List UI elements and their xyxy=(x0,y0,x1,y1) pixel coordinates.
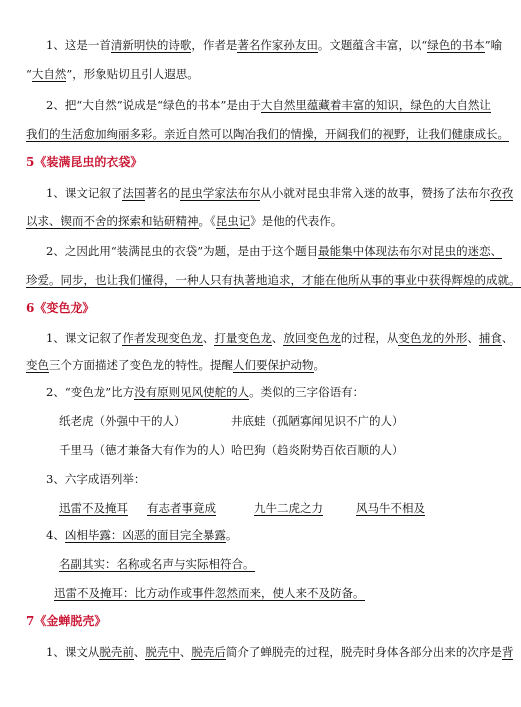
underlined-phrase: 以求、锲而不舍的探索和钻研精神 xyxy=(26,214,199,228)
idiom-left-1: 纸老虎（外强中干的人） xyxy=(59,414,186,428)
sixchar-idiom-3 xyxy=(254,501,323,515)
text-run: 、 xyxy=(179,645,192,659)
text-run: 。文题蕴含丰富，以“ xyxy=(317,38,428,52)
text-run: “ xyxy=(26,67,32,81)
text-run: 、 xyxy=(501,331,514,345)
text-run: ”喻 xyxy=(484,38,503,52)
underlined-phrase: 脱壳后 xyxy=(191,645,226,659)
sixchar-idiom-1 xyxy=(59,501,128,515)
underlined-phrase: 迅雷不及掩耳：比方动作或事件忽然而来，使人来不及防备。 xyxy=(54,586,365,600)
idiom-right-1: 井底蛙（孤陋寡闻见识不广的人） xyxy=(231,414,404,428)
text-run: 著名的 xyxy=(145,186,180,200)
idiom-left-2: 千里马（德才兼备大有作为的人） xyxy=(59,443,232,457)
underlined-phrase: 变色龙的外形 xyxy=(398,331,468,345)
underlined-phrase: 九牛二虎之力 xyxy=(254,501,323,515)
paragraph-5-1-line-2 xyxy=(26,214,342,228)
text-run: 2、把“大自然”说成是“绿色的书本”是由于 xyxy=(46,98,261,112)
section-title-6: 6《变色龙》 xyxy=(26,301,95,315)
underlined-phrase: 清新明快的诗歌 xyxy=(110,38,192,52)
underlined-phrase: 我们的生活愈加绚丽多彩。亲近自然可以陶冶我们的情操，开阔我们的视野，让我们健康成长。 xyxy=(26,127,509,141)
underlined-phrase: 没有原则见风使舵的人 xyxy=(134,385,250,399)
text-run: ”，形象贴切且引人遐思。 xyxy=(66,67,199,81)
paragraph-2-line-1 xyxy=(46,98,491,112)
text-run: 》是他的代表作。 xyxy=(250,214,343,228)
underlined-phrase: 著名作家孙友田 xyxy=(237,38,318,52)
paragraph-6-1-line-2 xyxy=(26,358,325,372)
paragraph-6-4-line-3 xyxy=(54,586,365,600)
section-title-5: 5《装满昆虫的衣袋》 xyxy=(26,155,143,169)
underlined-phrase: 昆虫记 xyxy=(215,214,251,228)
text-run: 、 xyxy=(202,331,215,345)
paragraph-6-3-line-1: 3、六字成语列举： xyxy=(46,472,146,486)
text-run: 1、这是一首 xyxy=(46,38,111,52)
underlined-phrase: 风马牛不相及 xyxy=(356,501,425,515)
paragraph-6-4-line-2 xyxy=(59,557,255,571)
paragraph-5-2-line-2 xyxy=(26,273,521,287)
text-run: 、 xyxy=(467,331,479,345)
underlined-phrase: 脱壳中 xyxy=(145,645,180,659)
paragraph-5-2-line-1 xyxy=(46,244,502,258)
underlined-phrase: 昆虫学家法布尔 xyxy=(179,186,261,200)
paragraph-2-line-2 xyxy=(26,127,509,141)
text-run: 、 xyxy=(271,331,284,345)
text-run: 。 xyxy=(313,358,325,372)
underlined-phrase: 脱壳前 xyxy=(99,645,134,659)
underlined-phrase: 放回变色龙 xyxy=(283,331,341,345)
paragraph-6-1-line-1 xyxy=(46,331,513,345)
paragraph-5-1-line-1 xyxy=(46,186,513,200)
text-run: ，作者是 xyxy=(191,38,238,52)
text-run: 2、之因此用“装满昆虫的衣袋”为题，是由于这个题目 xyxy=(46,244,319,258)
underlined-phrase: 捕食 xyxy=(478,331,502,345)
text-run: 的过程，从 xyxy=(340,331,399,345)
underlined-phrase: 凶相毕露：凶恶的面目完全暴露 xyxy=(64,528,226,542)
section-title-7: 7《金蝉脱壳》 xyxy=(26,614,107,628)
underlined-phrase: 打量变色龙 xyxy=(214,331,272,345)
underlined-phrase: 变色 xyxy=(26,358,49,372)
text-run: 4、 xyxy=(46,528,65,542)
underlined-phrase: 绿色的书本 xyxy=(427,38,485,52)
paragraph-7-1-line-1 xyxy=(46,645,513,659)
sixchar-idiom-2 xyxy=(147,501,216,515)
paragraph-6-4-line-1 xyxy=(46,528,237,542)
underlined-phrase: 法国 xyxy=(122,186,146,200)
underlined-phrase: 作者发现变色龙 xyxy=(122,331,203,345)
text-run: 1、课文从 xyxy=(46,645,100,659)
underlined-phrase: 大自然里蕴藏着丰富的知识，绿色的大自然让 xyxy=(260,98,491,112)
text-run: 2、“变色龙”比方 xyxy=(46,385,135,399)
text-run: 。《 xyxy=(198,214,216,228)
underlined-phrase: 人们要保护动物 xyxy=(233,358,314,372)
paragraph-1-line-2 xyxy=(26,67,199,81)
underlined-phrase: 最能集中体现法布尔对昆虫的迷恋、 xyxy=(318,244,503,258)
text-run: 1、课文记叙了 xyxy=(46,186,123,200)
text-run: 三个方面描述了变色龙的特性。提醒 xyxy=(49,358,233,372)
underlined-phrase: 名副其实：名称或名声与实际相符合。 xyxy=(59,557,255,571)
underlined-phrase: 大自然 xyxy=(31,67,67,81)
sixchar-idiom-4 xyxy=(356,501,425,515)
text-run: 简介了蝉脱壳的过程，脱壳时身体各部分出来的次序是 xyxy=(225,645,502,659)
underlined-phrase: 孜孜 xyxy=(490,186,514,200)
paragraph-1-line-1 xyxy=(46,38,502,52)
underlined-phrase: 迅雷不及掩耳 xyxy=(59,501,128,515)
text-run: 从小就对昆虫非常入迷的故事，赞扬了法布尔 xyxy=(260,186,491,200)
paragraph-6-2-line-1 xyxy=(46,385,364,399)
text-run: 、 xyxy=(133,645,146,659)
underlined-phrase: 有志者事竟成 xyxy=(147,501,216,515)
text-run: 1、课文记叙了 xyxy=(46,331,123,345)
text-run: 。 xyxy=(225,528,238,542)
underlined-phrase: 背 xyxy=(501,645,514,659)
idiom-right-2: 哈巴狗（趋炎附势百依百顺的人） xyxy=(231,443,404,457)
underlined-phrase: 珍爱。同步，也让我们懂得，一种人只有执著地追求，才能在他所从事的事业中获得辉煌的成就。 xyxy=(26,273,521,287)
text-run: 。类似的三字俗语有： xyxy=(249,385,365,399)
